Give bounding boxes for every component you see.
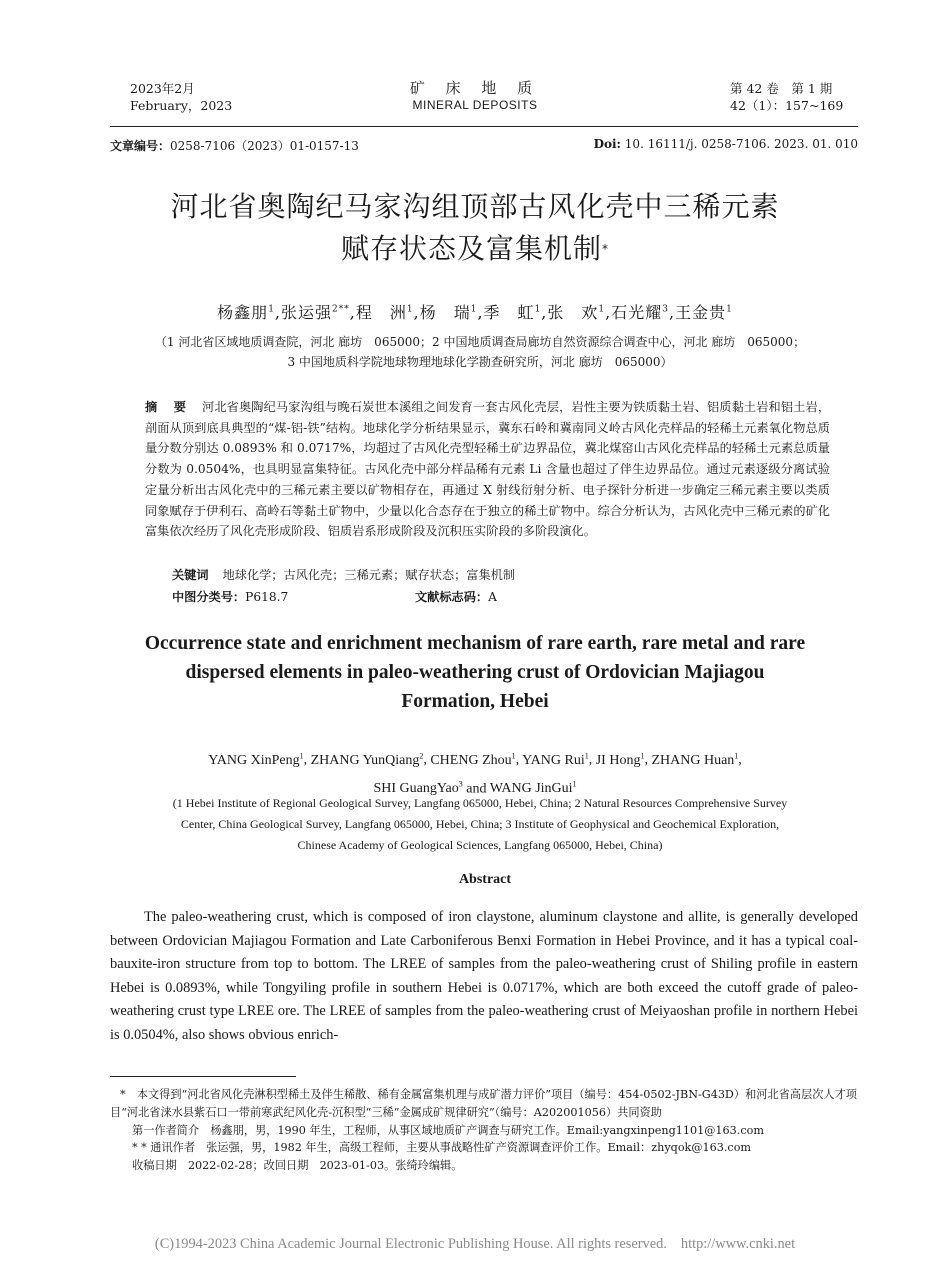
en-author-name: CHENG Zhou [430,752,512,768]
abstract-cn [145,397,830,542]
header-journal-cn: 矿 床 地 质 [409,79,541,97]
en-author-name: JI Hong [595,752,641,768]
cn-author-name: 张 欢 [547,303,599,322]
copyright-text: (C)1994-2023 China Academic Journal Electronic Publishing House. All rights reserved. [154,1236,667,1252]
document-code-label: 文献标志码： [415,590,489,604]
footnote-fund: * 本文得到“河北省风化壳淋积型稀土及伴生稀散、稀有金属富集机理与成矿潜力评价”项目（编号：454-0502-JBN-G43D）和河北省高层次人才项目“河北省涞水县紫石口一带前寒武纪风化壳-沉积型“三稀”金属成矿规律研究”（编号：A202001056）共同资助 [110,1088,857,1119]
en-author-name: WANG JinGui [489,781,573,797]
cn-author-affiliation-mark: 1 [598,304,606,315]
cn-author [484,303,542,322]
doi-value: 10. 16111/j. 0258-7106. 2023. 01. 010 [624,137,858,151]
cn-author-name: 季 虹 [483,303,535,322]
footnotes [110,1086,858,1175]
copyright-url: http://www.cnki.net [680,1236,796,1252]
cn-author-separator: , [541,303,548,322]
cn-author-affiliation-mark: 2** [332,304,350,315]
cn-author-name: 杨鑫朋 [217,303,269,322]
article-number-label: 文章编号： [110,139,171,153]
title-en [100,629,850,716]
affiliation-cn [110,332,850,372]
cn-author-name: 石光耀 [611,303,663,322]
cn-author [611,303,669,322]
cn-author-name: 程 洲 [355,303,407,322]
abstract-en-text: The paleo-weathering crust, which is composed of iron claystone, aluminum claystone and allite, is generally developed between Ordovician Majiagou Formation and Late Carboniferous Benxi Formation in Hebei Province, and it has a typical coal-bauxite-iron structure from top to bottom. The LREE of samples from the paleo-weathering crust of Shiling profile in eastern Hebei is 0.0893%, while Tongyiling profile in southern Hebei is 0.0717%, which are both exceed the cutoff grade of paleo-weathering crust type LREE ore. The LREE of samples from the paleo-weathering crust of Meiyaoshan profile in northern Hebei is 0.0504%, also shows obvious enrich- [110,909,858,1043]
copyright-line [0,1236,950,1253]
cn-author-affiliation-mark: 1 [726,304,733,315]
header-journal-en: MINERAL DEPOSITS [412,98,538,112]
title-en-line-3: Formation, Hebei [401,691,549,712]
cn-author-affiliation-mark: 1 [406,304,414,315]
en-author-affiliation-mark: 1 [584,751,589,760]
cn-author [547,303,605,322]
article-number-value: 0258-7106（2023）01-0157-13 [170,139,359,153]
en-author-name: YANG XinPeng [208,752,300,768]
en-author-separator: , [303,752,311,768]
doi-label: Doi: [593,137,621,151]
en-author-affiliation-mark: 1 [640,751,645,760]
cn-author-separator: , [413,303,420,322]
authors-cn [100,300,850,323]
en-author-name: ZHANG Huan [651,752,735,768]
keywords-text: 地球化学；古风化壳；三稀元素；赋存状态；富集机制 [222,568,516,582]
header-rule [110,126,858,127]
en-author [311,753,424,768]
running-header-date [130,80,232,114]
cn-author-name: 王金贵 [675,303,727,322]
cn-author [356,303,414,322]
en-author-affiliation-mark: 1 [572,779,577,789]
doi [594,137,858,151]
title-en-line-1: Occurrence state and enrichment mechanism of rare earth, rare metal and rare [144,633,806,654]
footnote-rule [110,1076,296,1077]
footnote-dates: 收稿日期 2022-02-28；改回日期 2023-01-03。张绮玲编辑。 [132,1159,463,1173]
en-author-name: ZHANG YunQiang [310,752,420,768]
title-cn-line-1: 河北省奥陶纪马家沟组顶部古风化壳中三稀元素 [170,190,780,223]
header-date-en: February，2023 [130,98,233,113]
cn-author-separator: , [349,303,356,322]
title-en-line-2: dispersed elements in paleo-weathering crust of Ordovician Majiagou [185,662,765,683]
footnote-corresponding-author: * * 通讯作者 张运强，男，1982 年生，高级工程师，主要从事战略性矿产资源调查评价工作。Email：zhyqok@163.com [132,1141,752,1155]
en-author-affiliation-mark: 2 [419,751,424,760]
affiliation-en-line-2: Center, China Geological Survey, Langfang 065000, Hebei, China; 3 Institute of Geophysical and Geochemical Exploration, [180,817,780,831]
en-author-separator: , [738,752,742,768]
en-author-name: SHI GuangYao [373,781,459,797]
cn-author [281,303,350,322]
affiliation-en [110,793,850,856]
cn-author-separator: , [274,303,282,322]
en-author-separator: , [515,752,523,768]
en-author-separator: , [588,752,596,768]
classification-label: 中图分类号： [172,590,246,604]
title-cn-footnote-mark: * [602,242,609,256]
document-code [415,588,497,605]
en-author-affiliation-mark: 1 [299,751,304,760]
cn-author-separator: , [668,303,676,322]
affiliation-en-line-1: (1 Hebei Institute of Regional Geological Survey, Langfang 065000, Hebei, China; 2 Natural Resources Comprehensive Survey [172,796,788,810]
cn-author-affiliation-mark: 1 [534,304,542,315]
classification-number [172,588,288,605]
en-author-affiliation-mark: 3 [458,779,463,789]
cn-author-affiliation-mark: 1 [268,304,275,315]
title-cn-line-2: 赋存状态及富集机制 [340,232,602,265]
cn-author-name: 张运强 [281,303,333,322]
en-author [522,753,589,768]
cn-author [420,303,478,322]
en-author [430,753,515,768]
document-code-value: A [488,590,497,604]
abstract-cn-label: 摘 要 [145,400,193,414]
classification-value: P618.7 [245,590,289,604]
cn-author-separator: , [477,303,484,322]
en-author-separator: , [644,752,652,768]
affiliation-cn-line-1: （1 河北省区域地质调查院，河北 廊坊 065000；2 中国地质调查局廊坊自然资源综合调查中心，河北 廊坊 065000； [154,335,806,349]
cn-author [217,303,275,322]
title-cn [100,186,850,270]
en-author-affiliation-mark: 1 [511,751,516,760]
footnote-first-author: 第一作者简介 杨鑫朋，男，1990 年生，工程师，从事区域地质矿产调查与研究工作。Email:yangxinpeng1101@163.com [132,1123,764,1137]
abstract-cn-text: 河北省奥陶纪马家沟组与晚石炭世本溪组之间发育一套古风化壳层，岩性主要为铁质黏土岩、铝质黏土岩和铝土岩，剖面从顶到底具典型的“煤-铝-铁”结构。地球化学分析结果显示，冀东石岭和冀南同义岭古风化壳样品的轻稀土元素氧化物总质量分数分别达 0.0893% 和 0.0717%，均超过了古风化壳型轻稀土矿边界品位，冀北煤窑山古风化壳样品的轻稀土元素总质量分数为 0.0504%，也具明显富集特征。古风化壳中部分样品稀有元素 Li 含量也超过了伴生边界品位。通过元素逐级分离试验定量分析出古风化壳中的三稀元素主要以矿物相存在，再通过 X 射线衍射分析、电子探针分析进一步确定三稀元素主要以类质同象赋存于伊利石、高岭石等黏土矿物中，少量以化合态存在于独立的稀土矿物中。综合分析认为，古风化壳中三稀元素的矿化富集依次经历了风化壳形成阶段、铝质岩系形成阶段及沉积压实阶段的多阶段演化。 [145,400,831,539]
header-volume-cn: 第 42 卷 第 1 期 [730,81,833,96]
keywords [172,566,515,583]
en-author-separator: and [462,781,490,797]
en-author-separator: , [423,752,431,768]
abstract-en-heading: Abstract [458,872,512,887]
header-date-cn: 2023年2月 [130,81,195,96]
en-author [596,753,645,768]
cn-author-separator: , [605,303,612,322]
cn-author-affiliation-mark: 3 [662,304,669,315]
en-author-name: YANG Rui [522,752,585,768]
affiliation-en-line-3: Chinese Academy of Geological Sciences, Langfang 065000, Hebei, China) [297,838,663,852]
keywords-label: 关键词 [172,568,209,582]
header-volume-en: 42（1）：157~169 [730,98,844,113]
cn-author-affiliation-mark: 1 [470,304,478,315]
cn-author [675,303,733,322]
en-author-affiliation-mark: 1 [734,751,739,760]
cn-author-name: 杨 瑞 [419,303,471,322]
en-author [651,753,738,768]
en-author [208,753,303,768]
article-number [110,137,359,154]
running-header-volume [730,80,843,114]
running-header-journal [380,80,570,114]
affiliation-cn-line-2: 3 中国地质科学院地球物理地球化学勘查研究所，河北 廊坊 065000） [287,355,673,369]
